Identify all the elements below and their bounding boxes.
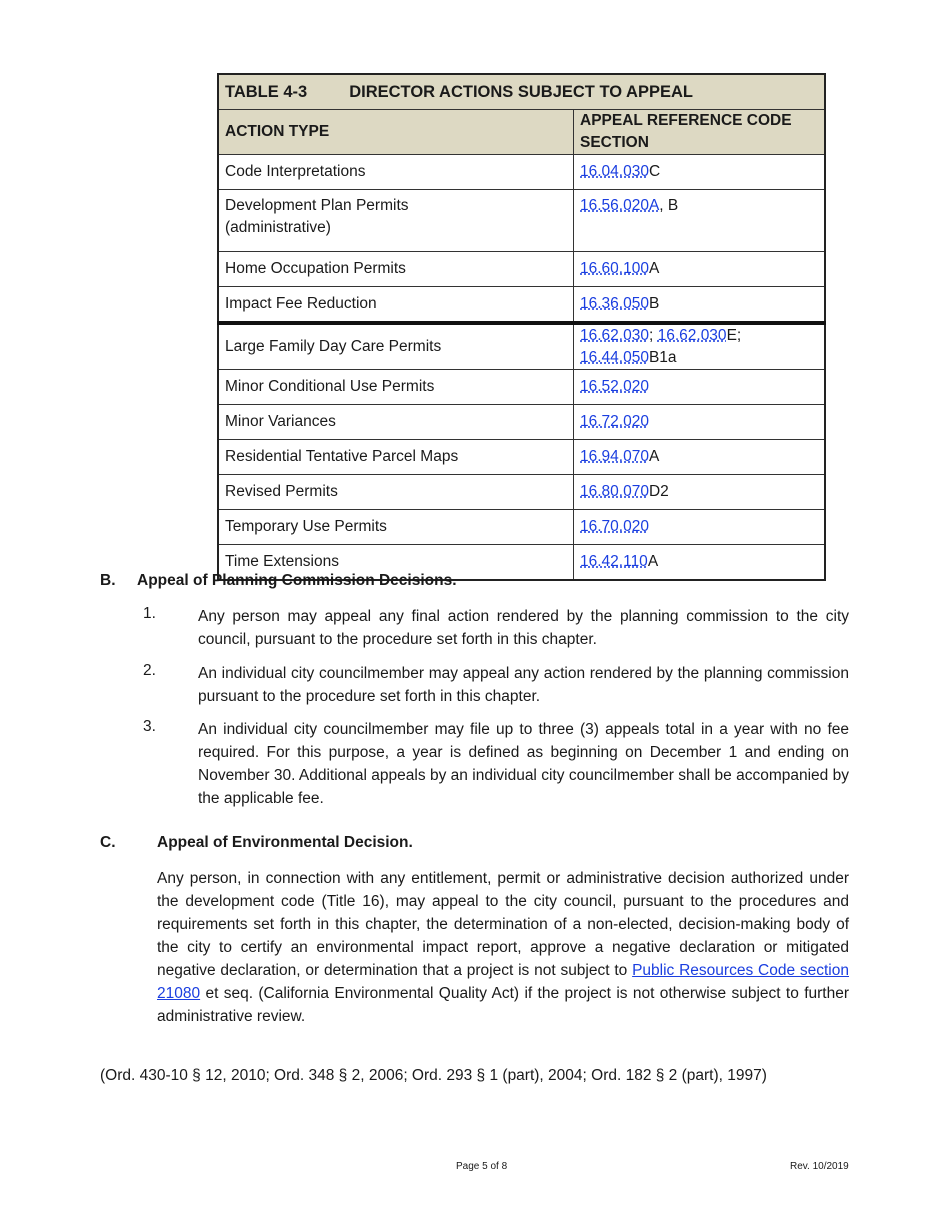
code-section-link[interactable]: 16.72.020 [580,413,649,430]
code-section-suffix: E; [726,327,742,344]
item-text: An individual city councilmember may appeal any action rendered by the planning commission pursuant to the procedure set forth in this chapter. [198,665,849,705]
code-section-cell [574,190,826,252]
code-section-suffix: B1a [648,349,677,366]
section-b-heading: Appeal of Planning Commission Decisions. [137,572,457,589]
code-section-link[interactable]: 16.70.020 [580,518,649,535]
code-section-suffix: A [648,448,660,465]
action-type-cell: Impact Fee Reduction [218,287,574,324]
table-row [218,323,825,370]
table-title-text: DIRECTOR ACTIONS SUBJECT TO APPEAL [349,83,693,101]
table-title [218,74,825,110]
code-section-link[interactable]: 16.04.030 [580,163,649,180]
director-actions-table [217,73,826,581]
code-section-cell [574,440,826,475]
code-section-cell [574,475,826,510]
item-text: Any person may appeal any final action rendered by the planning commission to the city council, pursuant to the procedure set forth in this chapter. [198,608,849,648]
code-section-link[interactable]: 16.44.050 [580,349,649,366]
code-section-suffix: , B [659,197,679,214]
table-row [218,475,825,510]
ordinance-history: (Ord. 430-10 § 12, 2010; Ord. 348 § 2, 2006; Ord. 293 § 1 (part), 2004; Ord. 182 § 2 (part), 1997) [100,1067,767,1084]
code-section-cell [574,545,826,581]
table-row [218,440,825,475]
item-number: 1. [143,605,156,622]
table-row [218,370,825,405]
page-number: Page 5 of 8 [456,1161,508,1172]
table-row [218,287,825,324]
action-type-cell: Temporary Use Permits [218,510,574,545]
section-b-letter: B. [100,572,116,589]
item-number: 3. [143,718,156,735]
action-type-cell: Minor Variances [218,405,574,440]
code-section-cell [574,155,826,190]
code-section-link[interactable]: 16.62.030 [580,327,649,344]
code-section-link[interactable]: 16.36.050 [580,295,649,312]
paragraph-text: Any person, in connection with any entitlement, permit or administrative decision authorized under the development code (Title 16), may appeal to the city council, pursuant to the procedures and requirements set forth in this chapter, the determination of a non-elected, decision-making body of the city to certify an environmental impact report, approve a negative declaration or mitigated negative declaration, or determination that a project is not subject to [157,870,849,979]
action-type-cell: Revised Permits [218,475,574,510]
table-row [218,405,825,440]
code-section-suffix: C [648,163,661,180]
code-section-cell [574,287,826,324]
action-type-cell: Home Occupation Permits [218,252,574,287]
code-section-suffix: ; [648,327,658,344]
action-type-cell: Minor Conditional Use Permits [218,370,574,405]
action-type-cell: Residential Tentative Parcel Maps [218,440,574,475]
code-section-cell [574,252,826,287]
code-section-link[interactable]: 16.52.020 [580,378,649,395]
column-header-code-section: APPEAL REFERENCE CODE SECTION [574,110,826,155]
action-type-cell: Code Interpretations [218,155,574,190]
table-number: TABLE 4-3 [225,83,308,101]
table-row [218,190,825,252]
action-type-cell: Large Family Day Care Permits [218,323,574,370]
section-c-letter: C. [100,834,116,851]
action-type-cell: Development Plan Permits (administrative) [218,190,574,252]
paragraph-text: et seq. (California Environmental Quality Act) if the project is not otherwise subject to further administrative review. [157,985,849,1025]
code-section-cell [574,323,826,370]
code-section-link[interactable]: 16.42.110 [580,553,648,570]
table-title-row [218,74,825,110]
code-section-suffix: A [648,260,660,277]
table-row [218,510,825,545]
section-c-heading: Appeal of Environmental Decision. [157,834,413,851]
code-section-link[interactable]: 16.60.100 [580,260,649,277]
public-resources-code-link[interactable]: Public Resources Code section 21080 [157,962,849,1002]
code-section-link[interactable]: 16.80.070 [580,483,649,500]
table-header-row [218,110,825,155]
code-section-link[interactable]: 16.56.020A [580,197,660,214]
code-section-cell [574,370,826,405]
item-number: 2. [143,662,156,679]
item-text: An individual city councilmember may file up to three (3) appeals total in a year with no fee required. For this purpose, a year is defined as beginning on December 1 and ending on November 30. Additional appeals by an individual city councilmember shall be accompanied by the applicable fee. [198,721,849,807]
section-c-paragraph [157,867,849,1028]
code-section-suffix: A [647,553,659,570]
action-type-cell: Time Extensions [218,545,574,581]
code-section-cell [574,510,826,545]
table-row [218,155,825,190]
code-section-link[interactable]: 16.62.030 [657,327,727,344]
revision-date: Rev. 10/2019 [790,1161,849,1172]
code-section-cell [574,405,826,440]
column-header-action-type: ACTION TYPE [218,110,574,155]
code-section-suffix: D2 [648,483,669,500]
code-section-link[interactable]: 16.94.070 [580,448,649,465]
table-row [218,252,825,287]
code-section-suffix: B [648,295,660,312]
